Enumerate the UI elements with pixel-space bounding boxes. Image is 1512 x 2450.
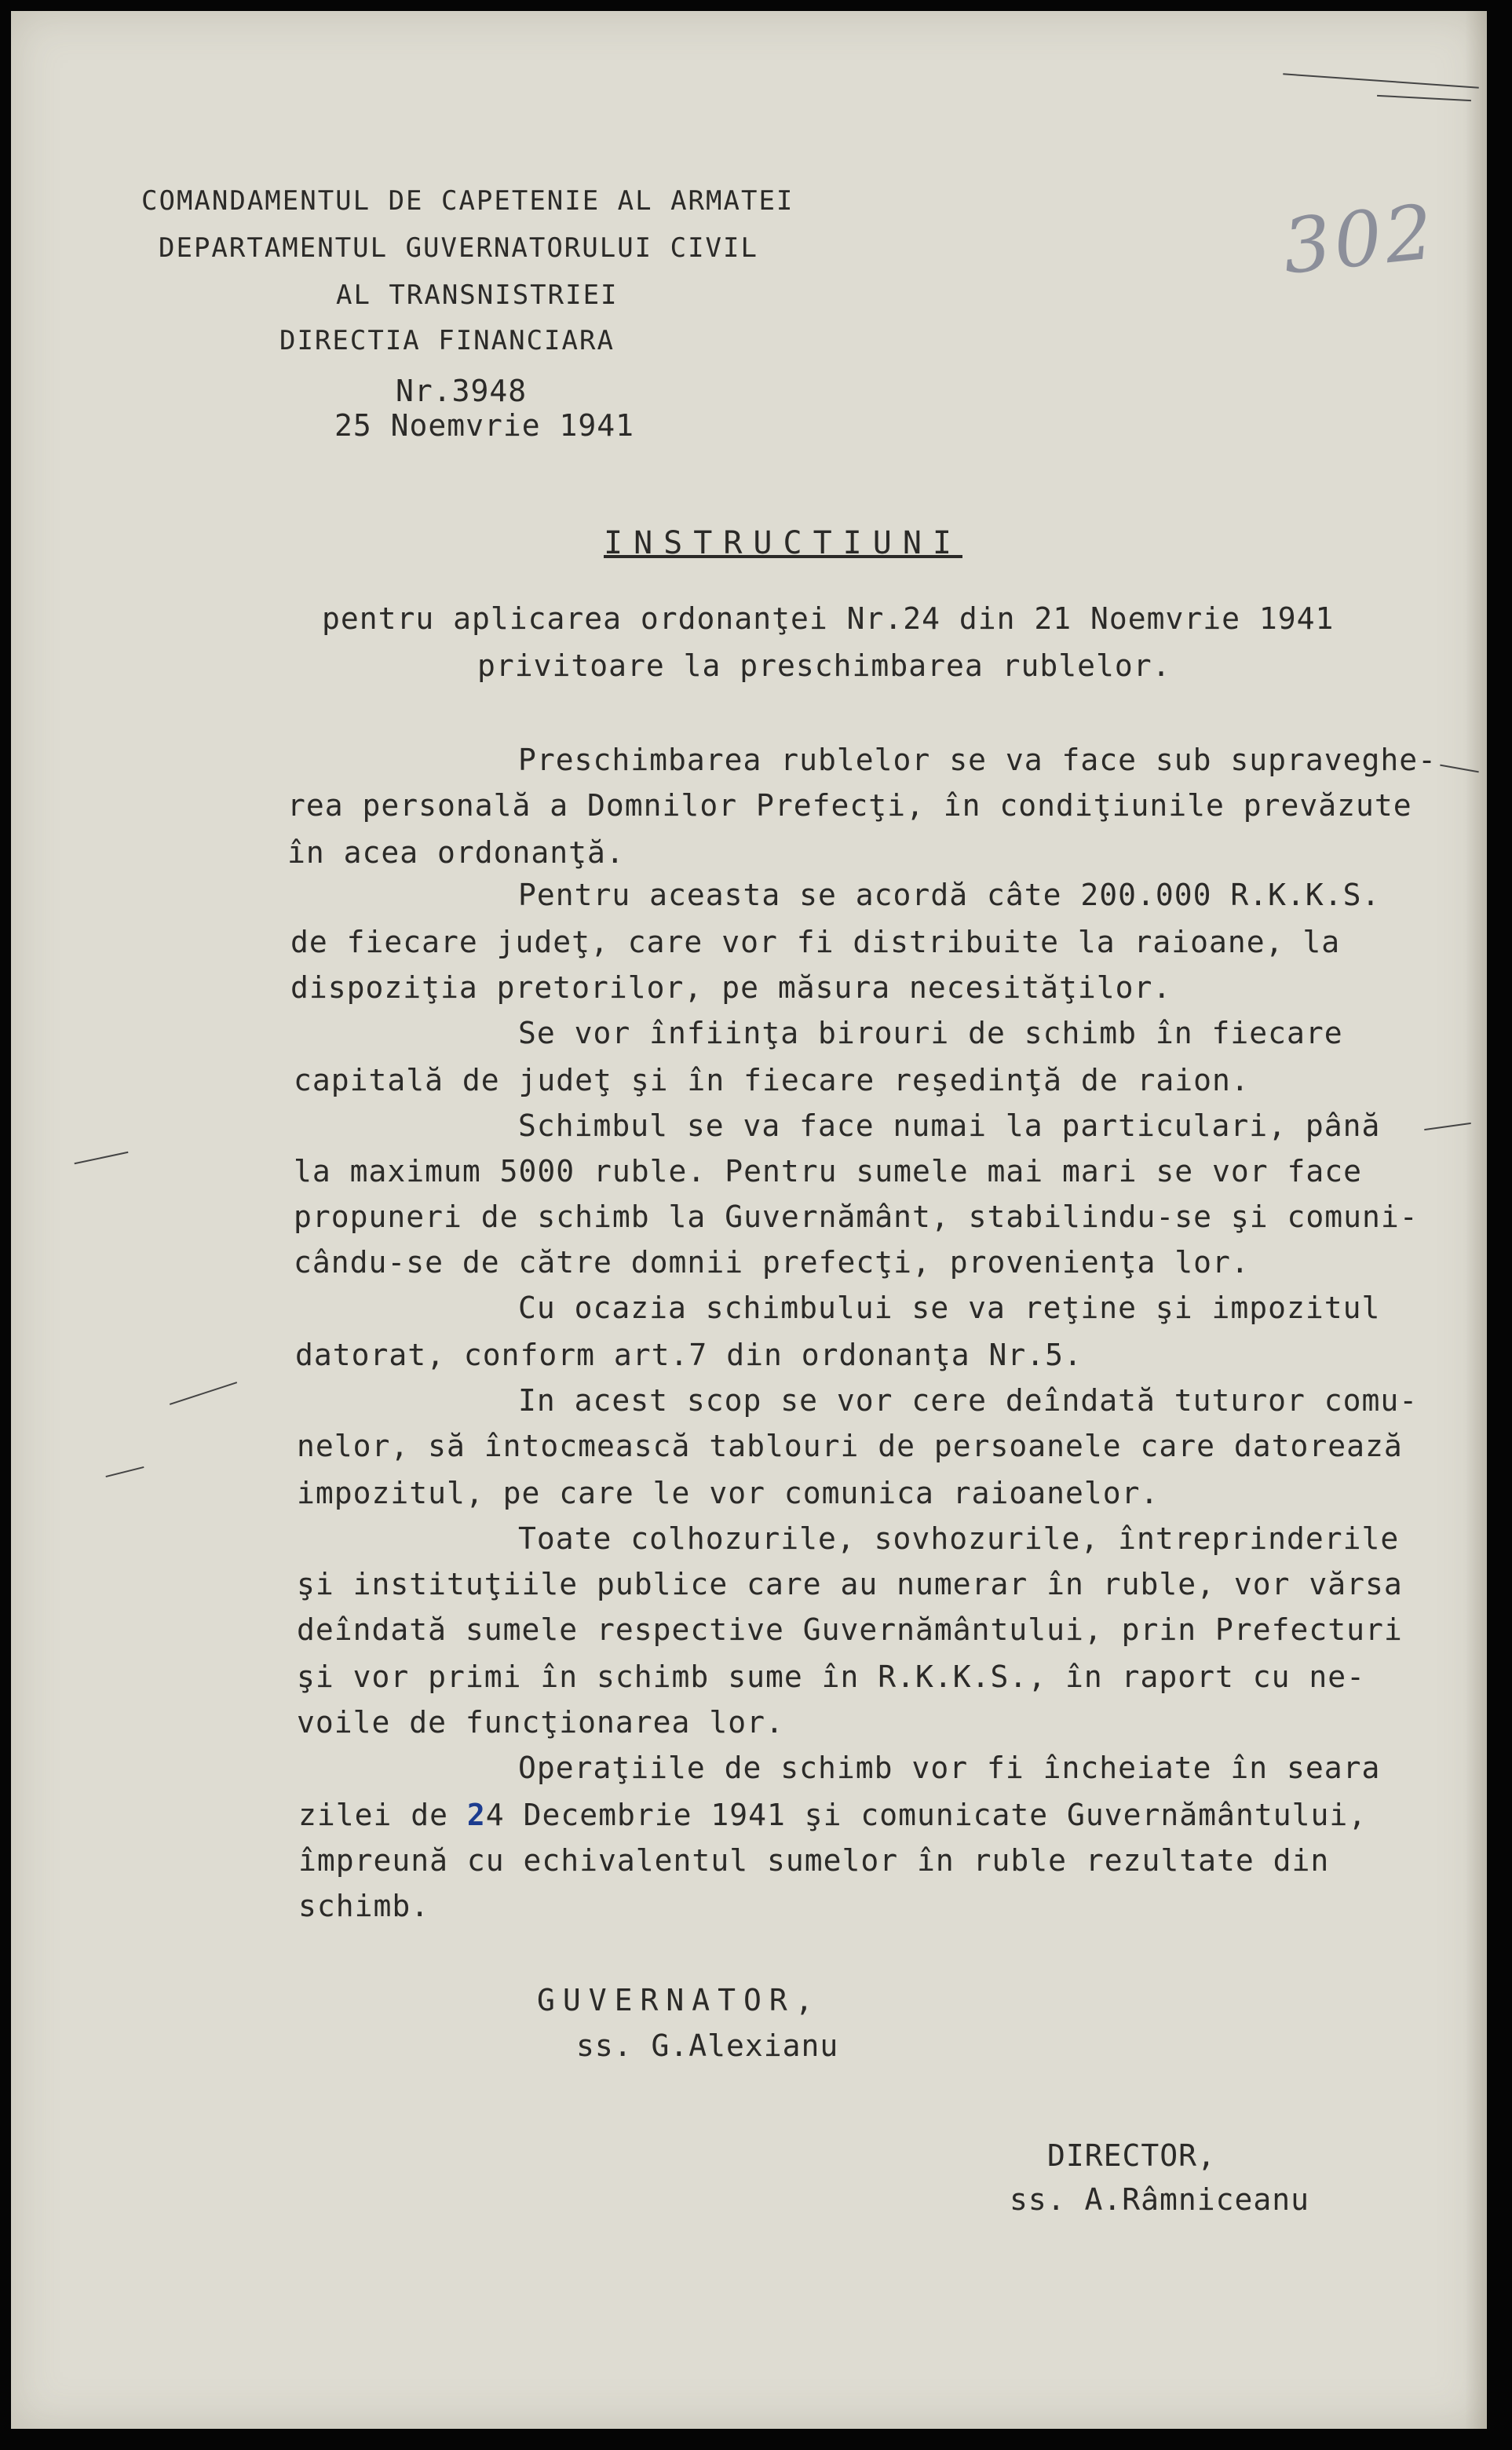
body-line: rea personală a Domnilor Prefecţi, în condiţiunile prevăzute <box>287 788 1412 823</box>
body-line: In acest scop se vor cere deîndată tuturor comu- <box>518 1383 1419 1418</box>
governor-name: ss. G.Alexianu <box>576 2028 839 2063</box>
body-line: propuneri de schimb la Guvernământ, stabilindu-se şi comuni- <box>294 1199 1419 1234</box>
margin-mark <box>170 1382 237 1405</box>
body-line: cându-se de către domnii prefecţi, provenienţa lor. <box>294 1245 1250 1280</box>
margin-mark <box>1283 73 1479 88</box>
subtitle-line-1: pentru aplicarea ordonanţei Nr.24 din 21 Noemvrie 1941 <box>322 601 1335 636</box>
governor-title: GUVERNATOR, <box>537 1983 821 2017</box>
margin-mark <box>1377 95 1471 101</box>
body-line-date <box>298 1798 1367 1832</box>
header-line-1: COMANDAMENTUL DE CAPETENIE AL ARMATEI <box>141 185 794 217</box>
body-line: datorat, conform art.7 din ordonanţa Nr.5. <box>295 1338 1083 1372</box>
body-line: la maximum 5000 ruble. Pentru sumele mai mari se vor face <box>294 1154 1363 1188</box>
body-line: şi instituţiile publice care au numerar în ruble, vor vărsa <box>297 1567 1403 1601</box>
body-line: dispoziţia pretorilor, pe măsura necesităţilor. <box>290 970 1172 1005</box>
document-page <box>11 11 1487 2429</box>
body-line: în acea ordonanţă. <box>287 835 625 870</box>
body-line-date-prefix: zilei de <box>298 1798 467 1832</box>
body-line: deîndată sumele respective Guvernământului, prin Prefecturi <box>297 1612 1403 1647</box>
body-line: Toate colhozurile, sovhozurile, întreprinderile <box>518 1521 1400 1556</box>
body-line-date-suffix: Decembrie 1941 şi comunicate Guvernământului, <box>523 1798 1368 1832</box>
body-line: Operaţiile de schimb vor fi încheiate în seara <box>518 1751 1381 1785</box>
document-number: Nr.3948 <box>396 374 528 408</box>
body-line: Schimbul se va face numai la particulari, până <box>518 1108 1381 1143</box>
body-line: de fiecare judeţ, care vor fi distribuite la raioane, la <box>290 925 1341 959</box>
body-line: impozitul, pe care le vor comunica raioanelor. <box>297 1476 1160 1510</box>
body-line: Cu ocazia schimbului se va reţine şi impozitul <box>518 1291 1381 1325</box>
margin-mark <box>106 1466 144 1477</box>
subtitle-line-2: privitoare la preschimbarea rublelor. <box>477 648 1171 683</box>
body-line: Preschimbarea rublelor se va face sub supraveghe- <box>518 743 1437 777</box>
header-line-2: DEPARTAMENTUL GUVERNATORULUI CIVIL <box>159 232 758 264</box>
document-title: INSTRUCTIUNI <box>604 525 962 561</box>
body-line: şi vor primi în schimb sume în R.K.K.S., în raport cu ne- <box>297 1660 1366 1694</box>
paper-shadow <box>1465 11 1487 2429</box>
director-name: ss. A.Râmniceanu <box>1010 2182 1310 2217</box>
body-line: voile de funcţionarea lor. <box>297 1705 784 1740</box>
body-line: Pentru aceasta se acordă câte 200.000 R.K.K.S. <box>518 878 1381 912</box>
director-title: DIRECTOR, <box>1047 2138 1216 2173</box>
typed-day-digit: 4 <box>485 1798 505 1832</box>
document-date: 25 Noemvrie 1941 <box>334 408 635 443</box>
margin-mark <box>1424 1123 1471 1130</box>
body-line: Se vor înfiinţa birouri de schimb în fiecare <box>518 1016 1343 1050</box>
body-line: nelor, să întocmească tablouri de persoanele care datorează <box>297 1429 1403 1463</box>
handwritten-day-digit: 2 <box>466 1798 486 1832</box>
header-line-3: AL TRANSNISTRIEI <box>336 279 619 311</box>
archive-number: 302 <box>1278 188 1441 291</box>
body-line: capitală de judeţ şi în fiecare reşedinţă de raion. <box>294 1063 1250 1097</box>
body-line: schimb. <box>298 1889 430 1923</box>
margin-mark <box>75 1152 129 1165</box>
body-line: împreună cu echivalentul sumelor în ruble rezultate din <box>298 1843 1330 1878</box>
header-line-4: DIRECTIA FINANCIARA <box>279 325 615 356</box>
